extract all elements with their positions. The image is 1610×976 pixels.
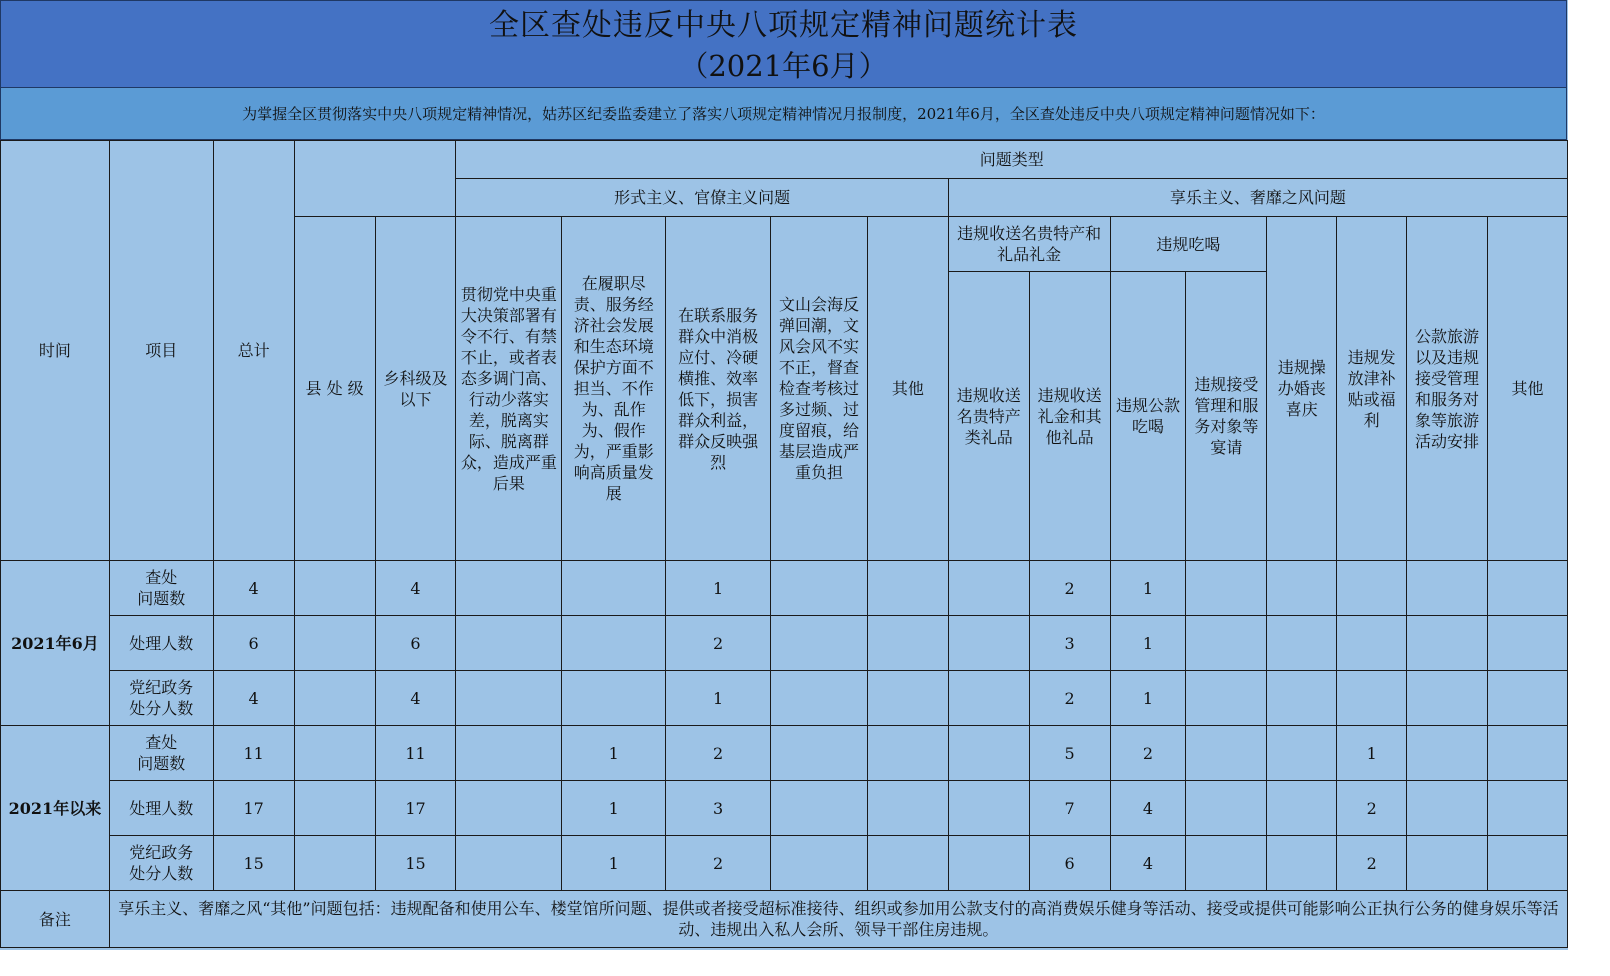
table-row <box>1 671 1568 726</box>
row-item-label: 查处 问题数 <box>109 726 213 781</box>
cell-f4 <box>771 616 868 671</box>
cell-total: 17 <box>213 781 294 836</box>
cell-total: 4 <box>213 561 294 616</box>
header-formalism-other: 其他 <box>867 217 948 561</box>
cell-h5 <box>1267 616 1337 671</box>
cell-f1 <box>456 561 562 616</box>
cell-h6 <box>1337 561 1407 616</box>
cell-f1 <box>456 671 562 726</box>
cell-f2 <box>562 671 666 726</box>
period-label: 2021年6月 <box>1 561 110 726</box>
cell-h2: 5 <box>1029 726 1110 781</box>
cell-f3: 1 <box>666 671 771 726</box>
cell-h3: 4 <box>1110 836 1186 891</box>
cell-f3: 2 <box>666 616 771 671</box>
cell-f5 <box>867 836 948 891</box>
cell-township: 4 <box>375 561 456 616</box>
cell-h7 <box>1407 726 1488 781</box>
cell-total: 6 <box>213 616 294 671</box>
cell-h5 <box>1267 781 1337 836</box>
cell-h2: 3 <box>1029 616 1110 671</box>
cell-h3: 4 <box>1110 781 1186 836</box>
cell-h5 <box>1267 836 1337 891</box>
cell-f2: 1 <box>562 836 666 891</box>
cell-h6 <box>1337 671 1407 726</box>
header-county-level: 县 处 级 <box>294 217 375 561</box>
cell-h7 <box>1407 671 1488 726</box>
cell-county <box>294 836 375 891</box>
cell-h8 <box>1487 671 1567 726</box>
header-hedonism-5: 违规操办婚丧喜庆 <box>1267 217 1337 561</box>
table-row <box>1 616 1568 671</box>
cell-h2: 2 <box>1029 671 1110 726</box>
header-hedonism-group: 享乐主义、奢靡之风问题 <box>948 179 1567 217</box>
page-subtitle: （2021年6月） <box>679 49 888 83</box>
header-formalism-2: 在履职尽责、服务经济社会发展和生态环境保护方面不担当、不作为、乱作为、假作为，严重影响高质量发展 <box>562 217 666 561</box>
cell-h4 <box>1186 671 1267 726</box>
page-title: 全区查处违反中央八项规定精神问题统计表 <box>489 8 1078 43</box>
cell-f2: 1 <box>562 726 666 781</box>
statistics-table <box>0 140 1568 948</box>
cell-h1 <box>948 561 1029 616</box>
cell-f5 <box>867 561 948 616</box>
header-gifts-group: 违规收送名贵特产和礼品礼金 <box>948 217 1110 272</box>
cell-h3: 2 <box>1110 726 1186 781</box>
cell-h5 <box>1267 726 1337 781</box>
cell-h3: 1 <box>1110 616 1186 671</box>
cell-f5 <box>867 671 948 726</box>
cell-total: 11 <box>213 726 294 781</box>
cell-h7 <box>1407 616 1488 671</box>
cell-f5 <box>867 781 948 836</box>
cell-h8 <box>1487 836 1567 891</box>
cell-f3: 2 <box>666 836 771 891</box>
cell-f1 <box>456 781 562 836</box>
cell-h2: 6 <box>1029 836 1110 891</box>
cell-h8 <box>1487 781 1567 836</box>
header-total: 总计 <box>213 141 294 561</box>
header-hedonism-6: 违规发放津补贴或福利 <box>1337 217 1407 561</box>
row-item-label: 党纪政务 处分人数 <box>109 836 213 891</box>
cell-h1 <box>948 671 1029 726</box>
header-hedonism-other: 其他 <box>1487 217 1567 561</box>
cell-county <box>294 671 375 726</box>
cell-h1 <box>948 781 1029 836</box>
cell-f1 <box>456 726 562 781</box>
table-row <box>1 726 1568 781</box>
header-formalism-1: 贯彻党中央重大决策部署有令不行、有禁不止，或者表态多调门高、行动少落实差，脱离实际、脱离群众，造成严重后果 <box>456 217 562 561</box>
table-row <box>1 561 1568 616</box>
intro-text: 为掌握全区贯彻落实中央八项规定精神情况，姑苏区纪委监委建立了落实八项规定精神情况月报制度，2021年6月，全区查处违反中央八项规定精神问题情况如下： <box>0 88 1567 140</box>
cell-h4 <box>1186 726 1267 781</box>
cell-h3: 1 <box>1110 561 1186 616</box>
cell-h4 <box>1186 616 1267 671</box>
cell-h2: 2 <box>1029 561 1110 616</box>
header-hedonism-1: 违规收送名贵特产类礼品 <box>948 272 1029 561</box>
cell-f2 <box>562 561 666 616</box>
header-formalism-4: 文山会海反弹回潮，文风会风不实不正，督查检查考核过多过频、过度留痕，给基层造成严重负担 <box>771 217 868 561</box>
header-time: 时间 <box>1 141 110 561</box>
cell-h6 <box>1337 616 1407 671</box>
cell-f3: 3 <box>666 781 771 836</box>
cell-h4 <box>1186 561 1267 616</box>
cell-f3: 1 <box>666 561 771 616</box>
cell-f4 <box>771 671 868 726</box>
cell-county <box>294 726 375 781</box>
cell-h6: 2 <box>1337 781 1407 836</box>
cell-h4 <box>1186 836 1267 891</box>
cell-h6: 1 <box>1337 726 1407 781</box>
cell-h5 <box>1267 561 1337 616</box>
cell-f5 <box>867 616 948 671</box>
cell-f1 <box>456 616 562 671</box>
cell-h1 <box>948 616 1029 671</box>
cell-h7 <box>1407 561 1488 616</box>
cell-h1 <box>948 836 1029 891</box>
row-item-label: 处理人数 <box>109 616 213 671</box>
header-dining-group: 违规吃喝 <box>1110 217 1267 272</box>
cell-township: 4 <box>375 671 456 726</box>
header-hedonism-3: 违规公款吃喝 <box>1110 272 1186 561</box>
header-hedonism-4: 违规接受管理和服务对象等宴请 <box>1186 272 1267 561</box>
cell-f2: 1 <box>562 781 666 836</box>
cell-h8 <box>1487 726 1567 781</box>
note-label: 备注 <box>1 891 110 948</box>
table-row <box>1 781 1568 836</box>
cell-f1 <box>456 836 562 891</box>
cell-h5 <box>1267 671 1337 726</box>
cell-township: 17 <box>375 781 456 836</box>
header-formalism-group: 形式主义、官僚主义问题 <box>456 179 948 217</box>
cell-f4 <box>771 726 868 781</box>
cell-total: 4 <box>213 671 294 726</box>
title-band <box>0 0 1567 88</box>
header-formalism-3: 在联系服务群众中消极应付、冷硬横推、效率低下，损害群众利益，群众反映强烈 <box>666 217 771 561</box>
cell-h2: 7 <box>1029 781 1110 836</box>
cell-f2 <box>562 616 666 671</box>
row-item-label: 处理人数 <box>109 781 213 836</box>
header-problem-type: 问题类型 <box>456 141 1568 179</box>
cell-county <box>294 561 375 616</box>
cell-f3: 2 <box>666 726 771 781</box>
cell-county <box>294 616 375 671</box>
cell-township: 15 <box>375 836 456 891</box>
note-text: 享乐主义、奢靡之风“其他”问题包括：违规配备和使用公车、楼堂馆所问题、提供或者接受超标准接待、组织或参加用公款支付的高消费娱乐健身等活动、接受或提供可能影响公正执行公务的健身娱乐等活动、违规出入私人会所、领导干部住房违规。 <box>109 891 1567 948</box>
cell-h8 <box>1487 616 1567 671</box>
cell-h7 <box>1407 781 1488 836</box>
cell-township: 11 <box>375 726 456 781</box>
cell-f5 <box>867 726 948 781</box>
cell-f4 <box>771 561 868 616</box>
row-item-label: 查处 问题数 <box>109 561 213 616</box>
row-item-label: 党纪政务 处分人数 <box>109 671 213 726</box>
cell-h7 <box>1407 836 1488 891</box>
cell-total: 15 <box>213 836 294 891</box>
cell-f4 <box>771 836 868 891</box>
header-item: 项目 <box>109 141 213 561</box>
header-township-level: 乡科级及以下 <box>375 217 456 561</box>
cell-h3: 1 <box>1110 671 1186 726</box>
cell-county <box>294 781 375 836</box>
header-hedonism-2: 违规收送礼金和其他礼品 <box>1029 272 1110 561</box>
period-label: 2021年以来 <box>1 726 110 891</box>
table-row <box>1 836 1568 891</box>
cell-h4 <box>1186 781 1267 836</box>
cell-h1 <box>948 726 1029 781</box>
header-hedonism-7: 公款旅游以及违规接受管理和服务对象等旅游活动安排 <box>1407 217 1488 561</box>
header-level-blank <box>294 141 456 217</box>
cell-h8 <box>1487 561 1567 616</box>
note-row <box>1 891 1568 948</box>
cell-h6: 2 <box>1337 836 1407 891</box>
cell-f4 <box>771 781 868 836</box>
cell-township: 6 <box>375 616 456 671</box>
